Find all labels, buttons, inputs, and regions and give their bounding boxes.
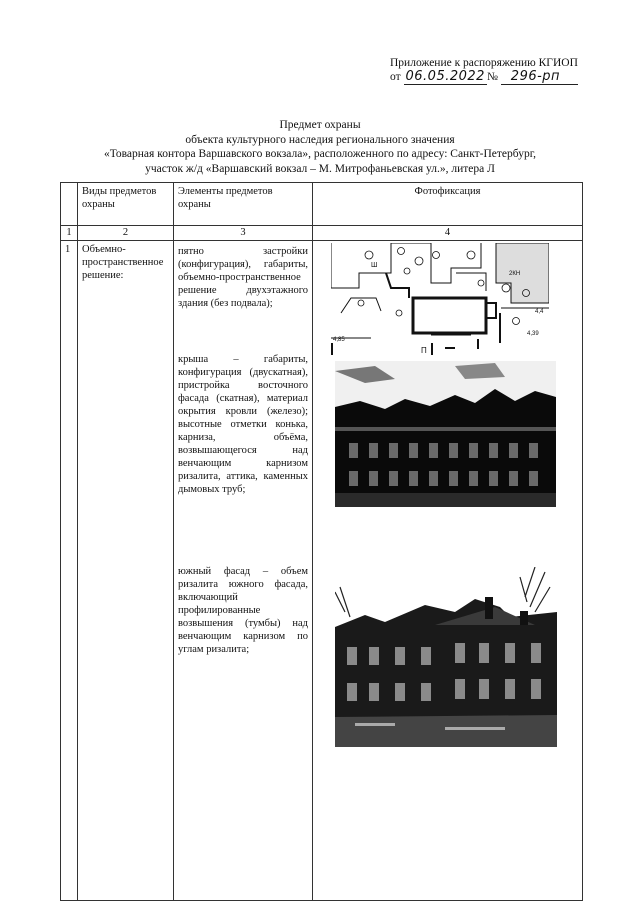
title-line1: Предмет охраны [279,119,361,131]
title-line4: участок ж/д «Варшавский вокзал – М. Митрофаньевская ул.», литера Л [145,162,495,175]
roof-photo-image [335,361,556,507]
header-empty [61,183,78,226]
appendix-date-line [390,70,578,84]
map-label-sh: Ш [371,262,378,269]
title-line2: объекта культурного наследия регионального значения [185,133,455,146]
col-number-2: 2 [78,226,174,241]
appendix-number: 296-рп [501,69,578,85]
row-elements [174,241,313,901]
title-block [0,118,640,176]
map-label-44: 4,4 [535,309,544,315]
south-facade-photo-image [335,567,557,747]
table-row [61,241,583,901]
map-label-2kn: 2КН [509,271,521,277]
title-line3: «Товарная контора Варшавского вокзала», расположенного по адресу: Санкт-Петербург, [103,148,536,160]
element-2: крыша – габариты, конфигурация (двускатная), пристройка восточного фасада (скатная), материал окрытия кровли (железо); высотные отметки конька, карниза, объёма, возвышающегося над венчающим карнизом ризалита, аттика, каменных дымовых труб; [178,354,308,495]
site-plan-image [331,243,549,355]
col-number-3: 3 [174,226,313,241]
appendix-line1: Приложение к распоряжению КГИОП [390,57,578,69]
map-label-485: 4,85 [333,337,345,343]
map-label-p: П [421,346,427,355]
appendix-header [390,56,578,84]
header-elements: Элементы предметов охраны [174,183,313,226]
appendix-from: от [390,71,401,83]
appendix-date: 06.05.2022 [405,69,485,84]
row-type: Объемно-пространственное решение: [78,241,174,901]
col-number-1: 1 [61,226,78,241]
col-number-4: 4 [313,226,583,241]
row-photos [313,241,583,901]
element-1: пятно застройки (конфигурация), габариты, объемно-пространственное решение двухэтажного здания (без подвала); [178,246,308,309]
header-row [61,183,583,226]
column-numbers-row [61,226,583,241]
map-label-439: 4,39 [527,331,539,337]
header-photo: Фотофиксация [313,183,583,226]
element-3: южный фасад – объем ризалита южного фасада, включающий профилированные возвышения (тумбы) над венчающим карнизом по углам ризалита; [178,566,308,655]
appendix-no-sign: № [486,71,498,83]
header-type: Виды предметов охраны [78,183,174,226]
row-number: 1 [61,241,78,901]
protection-table [60,182,583,901]
